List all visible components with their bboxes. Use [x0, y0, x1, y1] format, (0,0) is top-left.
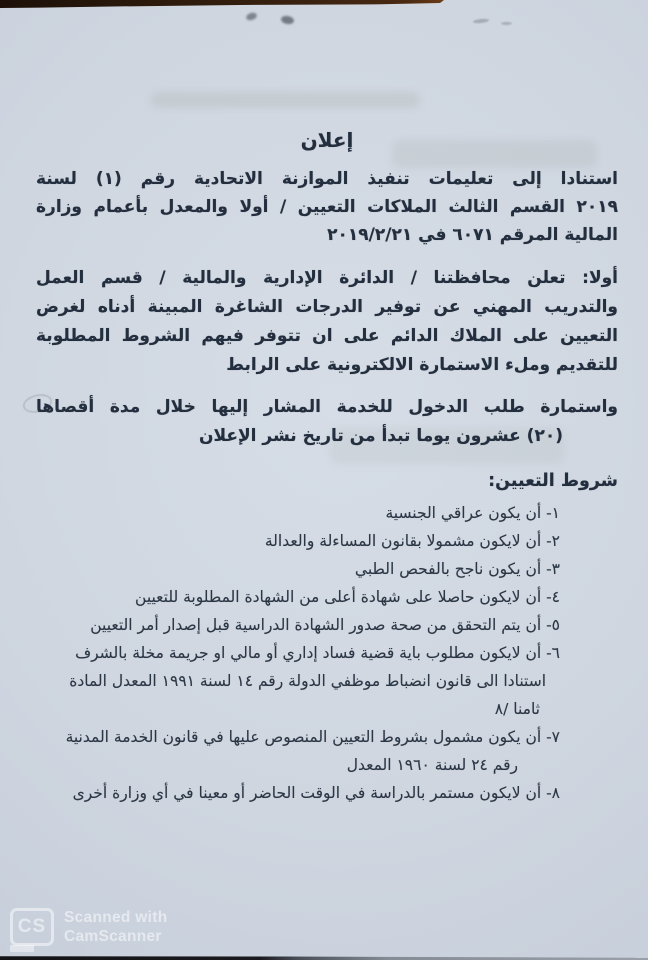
submission-line-2: (٢٠) عشرون يوما تبدأ من تاريخ نشر الإعلان [198, 426, 563, 446]
camscanner-logo-icon [10, 908, 54, 946]
watermark-line-1: Scanned with [64, 909, 168, 926]
camscanner-logo-text: CS [17, 916, 47, 937]
first-clause-line-2: والتدريب المهني عن توفير الدرجات الشاغرة المبينة أدناه لغرض [36, 297, 618, 317]
condition-item-3: ٣- أن يكون ناجح بالفحص الطبي [354, 560, 560, 578]
condition-item-6-line-3: ثامنا /٨ [494, 700, 540, 718]
condition-item-6-line-2: استنادا الى قانون انضباط موظفي الدولة رقم ١٤ لسنة ١٩٩١ المعدل المادة [69, 672, 546, 690]
conditions-heading: شروط التعيين: [488, 471, 618, 491]
intro-line-3: المالية المرقم ٦٠٧١ في ٢٠١٩/٢/٢١ [327, 225, 618, 245]
announcement-title: إعلان [300, 128, 354, 152]
intro-paragraph [36, 165, 618, 249]
conditions-list [36, 499, 618, 807]
intro-line-1: استنادا إلى تعليمات تنفيذ الموازنة الاتحادية رقم (١) لسنة [36, 169, 618, 189]
first-clause-line-1: أولا: تعلن محافظتنا / الدائرة الإدارية والمالية / قسم العمل [36, 268, 618, 288]
condition-item-1: ١- أن يكون عراقي الجنسية [385, 504, 560, 522]
condition-item-4: ٤- أن لايكون حاصلا على شهادة أعلى من الشهادة المطلوبة للتعيين [135, 588, 560, 606]
watermark-line-2: CamScanner [64, 928, 162, 945]
intro-line-2: ٢٠١٩ القسم الثالث الملاكات التعيين / أولا والمعدل بأعمام وزارة [36, 197, 618, 217]
submission-line-1: واستمارة طلب الدخول للخدمة المشار إليها خلال مدة أقصاها [36, 397, 618, 417]
condition-item-7-line-1: ٧- أن يكون مشمول بشروط التعيين المنصوص عليها في قانون الخدمة المدنية [65, 728, 560, 746]
condition-item-6-line-1: ٦- أن لايكون مطلوب باية قضية فساد إداري أو مالي او جريمة مخلة بالشرف [75, 644, 560, 662]
camscanner-logo-tab [10, 945, 34, 952]
condition-item-2: ٢- أن لايكون مشمولا بقانون المساءلة والعدالة [264, 532, 560, 550]
submission-paragraph [36, 393, 618, 451]
document-body [36, 0, 618, 807]
condition-item-8: ٨- أن لايكون مستمر بالدراسة في الوقت الحاضر أو معينا في أي وزارة أخرى [72, 784, 560, 802]
scan-edge-bottom [0, 955, 648, 960]
condition-item-5: ٥- أن يتم التحقق من صحة صدور الشهادة الدراسية قبل إصدار أمر التعيين [90, 616, 560, 634]
watermark-text [64, 908, 168, 946]
camscanner-watermark [10, 908, 168, 946]
first-clause-line-3: التعيين على الملاك الدائم على ان تتوفر فيهم الشروط المطلوبة [36, 326, 618, 346]
condition-item-7-line-2: رقم ٢٤ لسنة ١٩٦٠ المعدل [346, 756, 518, 774]
first-clause-paragraph [36, 264, 618, 380]
first-clause-line-4: للتقديم وملء الاستمارة الالكترونية على الرابط [226, 355, 618, 375]
